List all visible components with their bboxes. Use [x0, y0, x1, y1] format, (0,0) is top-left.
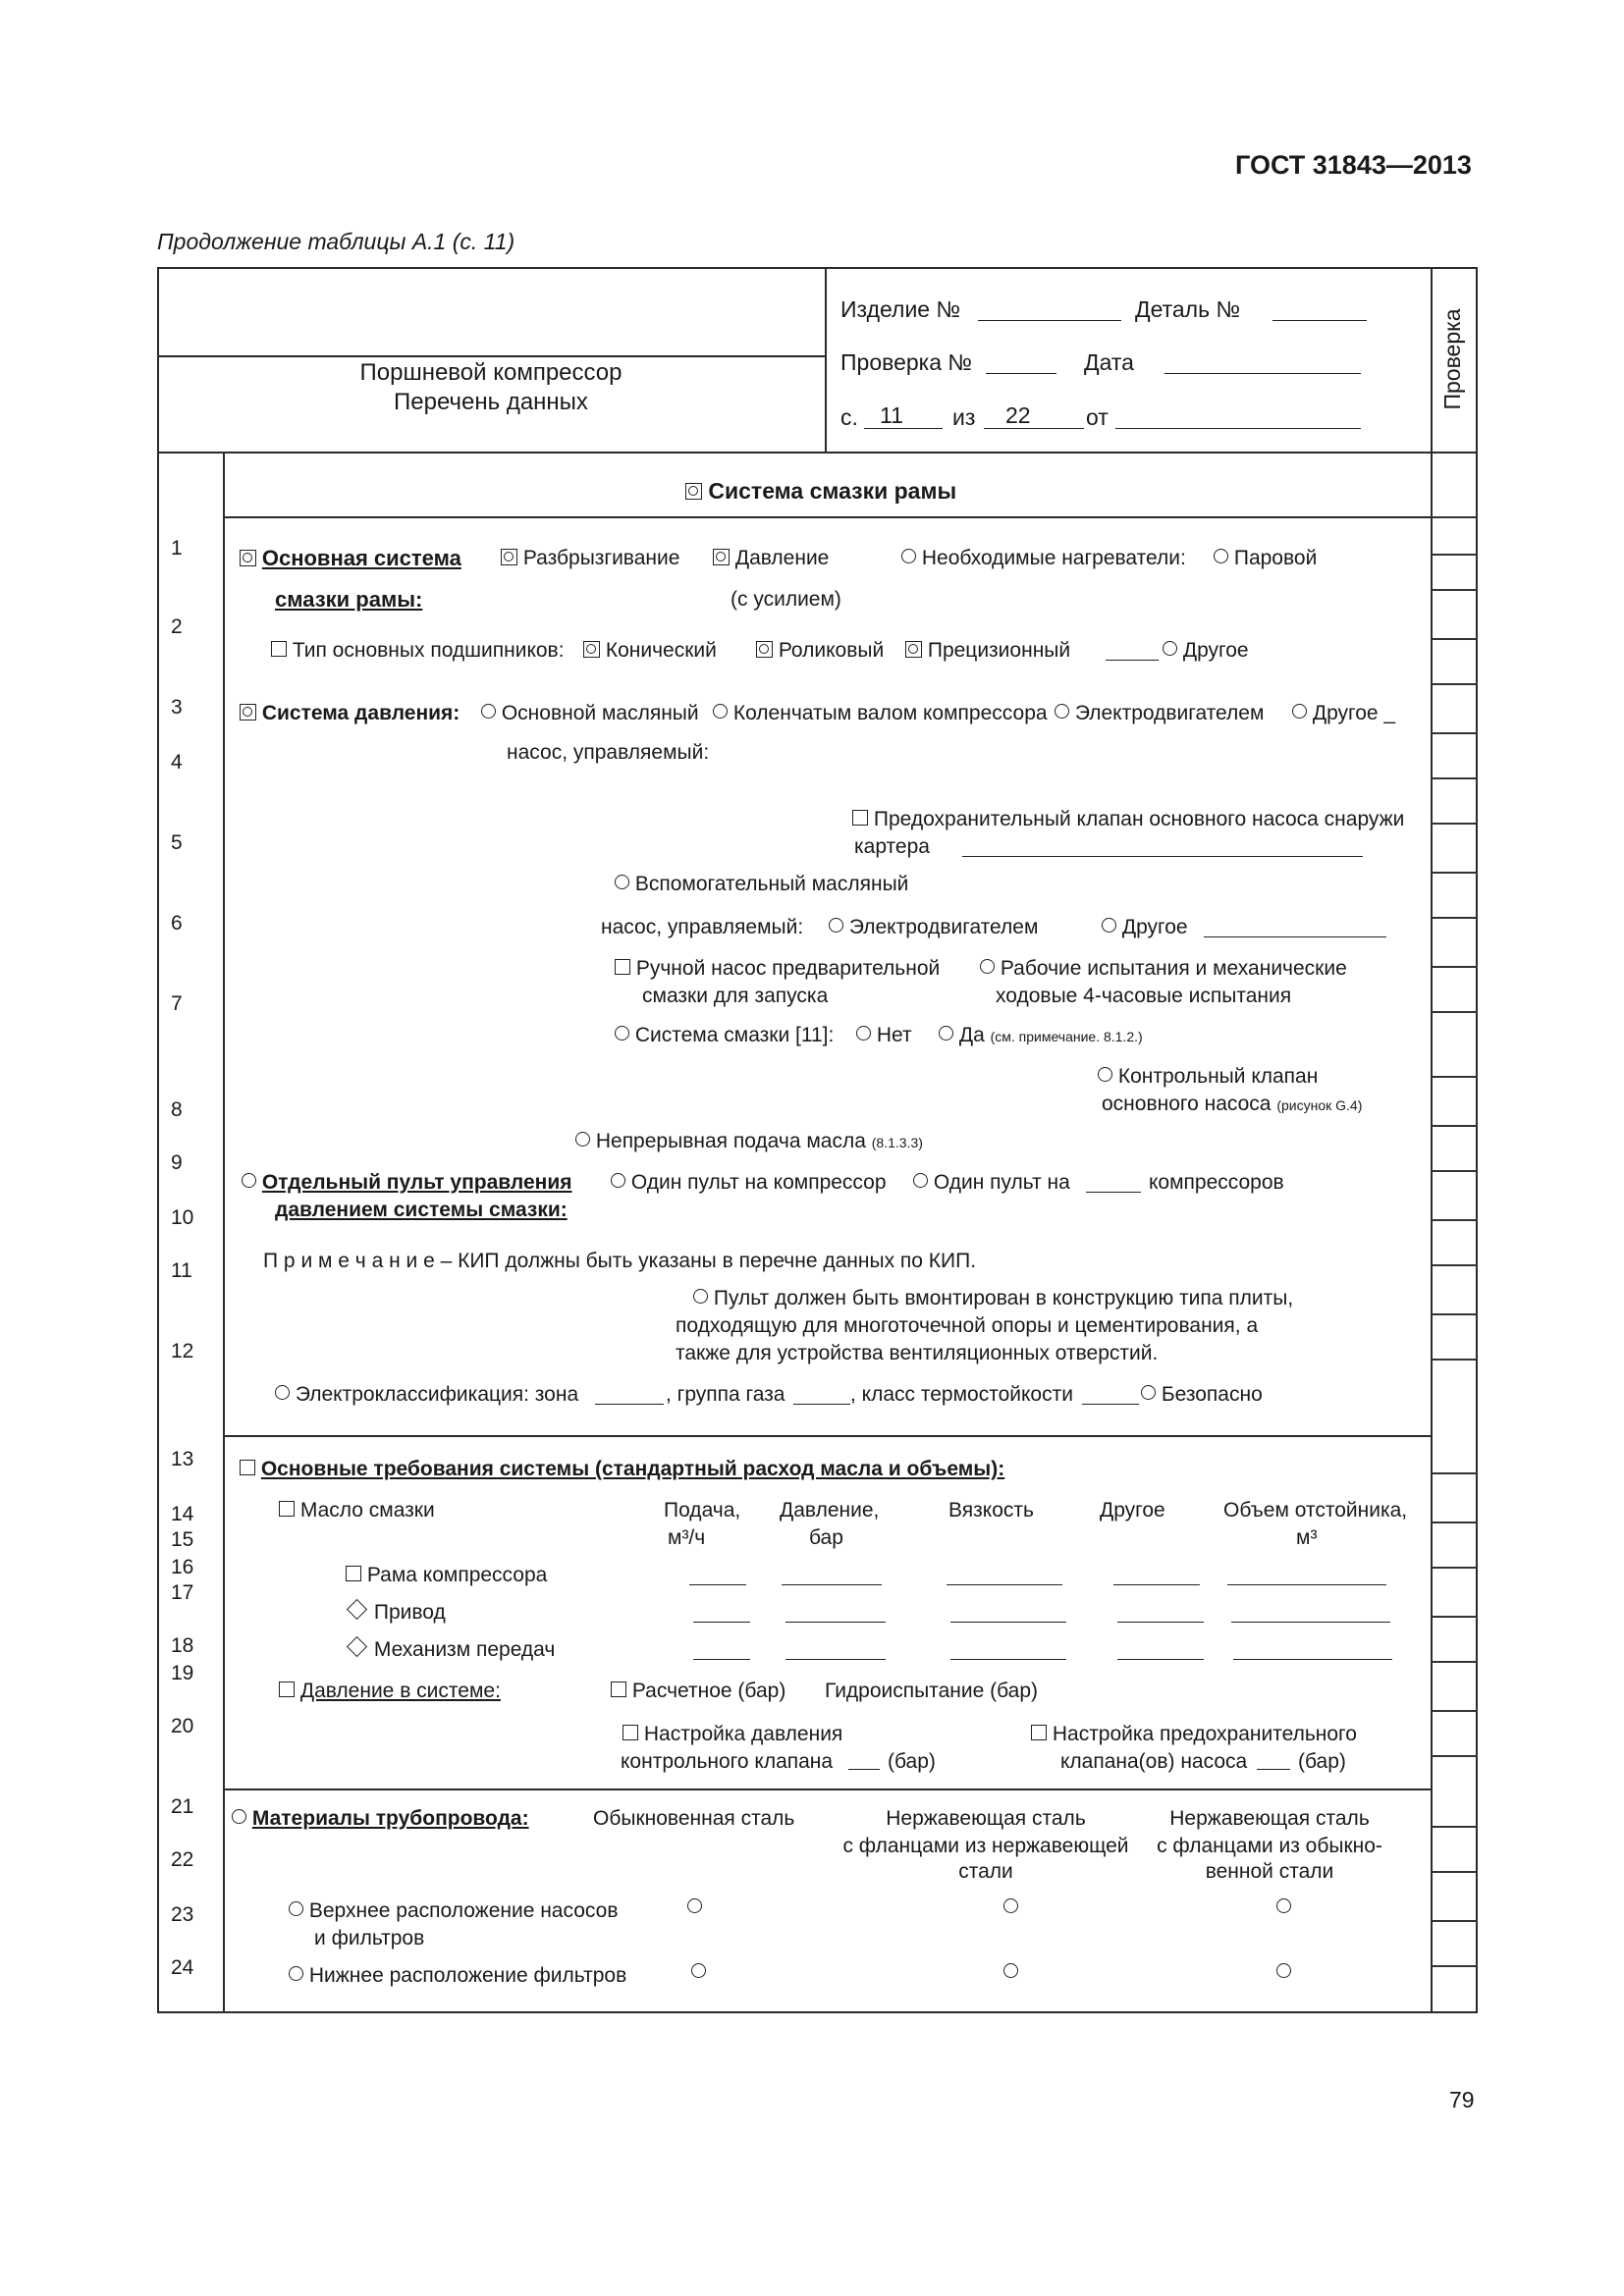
- aux-pump-option[interactable]: Вспомогательный масляный: [615, 872, 908, 896]
- continuous-feed-option[interactable]: Непрерывная подача масла (8.1.3.3): [575, 1129, 923, 1153]
- precision-option[interactable]: Прецизионный: [905, 638, 1070, 663]
- gear-viscosity-field[interactable]: [950, 1659, 1066, 1660]
- detail-number-label: Деталь №: [1135, 296, 1241, 322]
- ctrl-valve-label-2: контрольного клапана: [621, 1750, 834, 1773]
- radio-icon[interactable]: [939, 1026, 953, 1041]
- row-number: 20: [171, 1715, 194, 1737]
- upper-carbon-radio[interactable]: [687, 1898, 702, 1913]
- gear-volume-field[interactable]: [1233, 1659, 1392, 1660]
- col-volume: Объем отстойника,: [1223, 1499, 1408, 1522]
- main-oil-pump-label-2: насос, управляемый:: [507, 741, 710, 764]
- page-number: 79: [1449, 2087, 1475, 2112]
- drive-option[interactable]: Привод: [346, 1600, 446, 1625]
- bearing-other-option[interactable]: Другое: [1163, 638, 1249, 663]
- row-number: 17: [171, 1581, 194, 1604]
- row-number: 18: [171, 1634, 194, 1657]
- aux-pump-label-2: насос, управляемый:: [601, 916, 804, 938]
- sys-pressure-option[interactable]: Давление в системе:: [279, 1679, 501, 1703]
- relief-valve-label-2: картера: [854, 835, 930, 858]
- compressors-count-field[interactable]: [1086, 1192, 1141, 1193]
- pressure-note: (с усилием): [731, 588, 841, 611]
- col-ssc-1: Нержавеющая сталь: [1169, 1807, 1370, 1830]
- radio-icon[interactable]: [901, 549, 916, 563]
- upper-ss-radio[interactable]: [1003, 1898, 1018, 1913]
- ctrl-valve-option[interactable]: Настройка давления: [623, 1722, 842, 1746]
- relief-set-option[interactable]: Настройка предохранительного: [1031, 1722, 1357, 1746]
- row-number: 16: [171, 1556, 194, 1578]
- main-oil-pump-option[interactable]: Основной масляный: [481, 701, 699, 725]
- heaters-option[interactable]: Необходимые нагреватели:: [901, 546, 1186, 570]
- checkbox-icon[interactable]: [623, 1725, 638, 1740]
- lube-no-option[interactable]: Нет: [856, 1023, 912, 1047]
- separate-panel-label-2: давлением системы смазки:: [275, 1199, 568, 1221]
- date-field[interactable]: [1164, 373, 1361, 374]
- radio-icon[interactable]: [829, 918, 843, 933]
- checked-box-icon[interactable]: [713, 549, 730, 565]
- row-number: 14: [171, 1503, 194, 1525]
- row-number: 10: [171, 1206, 194, 1229]
- panel-built-in-line-3: также для устройства вентиляционных отверстий.: [676, 1342, 1159, 1364]
- radio-icon[interactable]: [913, 1173, 928, 1188]
- temp-class-label: , класс термостойкости: [850, 1383, 1073, 1406]
- section-system-requirements[interactable]: Основные требования системы (стандартный расход масла и объемы):: [240, 1457, 1004, 1481]
- section-lube-frame-title: Система смазки рамы: [685, 478, 956, 506]
- radio-icon[interactable]: [1214, 549, 1228, 563]
- hand-pump-label-2: смазки для запуска: [642, 985, 829, 1007]
- col-other: Другое: [1100, 1499, 1165, 1522]
- page-num-line: [864, 428, 943, 429]
- radio-icon[interactable]: [1102, 918, 1116, 933]
- upper-location-label-2: и фильтров: [314, 1927, 425, 1949]
- checkbox-icon[interactable]: [615, 959, 630, 975]
- col-ss-2: с фланцами из нержавеющей: [842, 1835, 1129, 1857]
- page-total: 22: [1005, 402, 1031, 428]
- checkbox-icon[interactable]: [346, 1566, 361, 1581]
- panel-built-in-option[interactable]: Пульт должен быть вмонтирован в конструкцию типа плиты,: [693, 1286, 1293, 1310]
- col-viscosity: Вязкость: [948, 1499, 1034, 1522]
- col-flow-unit: м³/ч: [668, 1526, 706, 1549]
- col-pressure: Давление,: [780, 1499, 880, 1522]
- conical-option[interactable]: Конический: [583, 638, 717, 663]
- diamond-icon[interactable]: [347, 1599, 367, 1620]
- row-number: 22: [171, 1848, 194, 1871]
- checked-box-icon[interactable]: [583, 641, 600, 658]
- aux-motor-option[interactable]: Электродвигателем: [829, 915, 1038, 939]
- row-number: 1: [171, 537, 183, 560]
- radio-icon[interactable]: [289, 1901, 303, 1916]
- date-label: Дата: [1084, 349, 1134, 375]
- section-piping-materials[interactable]: Материалы трубопровода:: [232, 1806, 529, 1831]
- drive-pressure-field[interactable]: [785, 1622, 886, 1623]
- check-valve-label-2: основного насоса (рисунок G.4): [1102, 1093, 1363, 1115]
- precision-field[interactable]: [1106, 660, 1159, 661]
- col-pressure-unit: бар: [809, 1526, 843, 1549]
- crankshaft-option[interactable]: Коленчатым валом компрессора: [713, 701, 1048, 725]
- roller-option[interactable]: Роликовый: [756, 638, 884, 663]
- aux-other-field[interactable]: [1204, 936, 1386, 937]
- gear-other-field[interactable]: [1117, 1659, 1204, 1660]
- gas-group-field[interactable]: [793, 1404, 850, 1405]
- radio-icon[interactable]: [1098, 1067, 1112, 1082]
- zone-field[interactable]: [595, 1404, 664, 1405]
- checked-box-icon[interactable]: [685, 483, 702, 500]
- col-flow: Подача,: [664, 1499, 741, 1522]
- radio-icon[interactable]: [693, 1289, 708, 1304]
- col-ssc-3: венной стали: [1205, 1860, 1334, 1883]
- item-number-label: Изделие №: [840, 296, 961, 322]
- one-panel-per-option[interactable]: Один пульт на: [913, 1170, 1070, 1195]
- radio-icon[interactable]: [1163, 641, 1177, 656]
- row-number: 24: [171, 1956, 194, 1979]
- tests-option[interactable]: Рабочие испытания и механические: [980, 956, 1347, 981]
- frame-flow-field[interactable]: [689, 1584, 746, 1585]
- radio-icon[interactable]: [481, 704, 496, 719]
- compressors-label: компрессоров: [1149, 1171, 1284, 1194]
- item-number-field[interactable]: [978, 320, 1121, 321]
- ctrl-valve-unit: (бар): [888, 1750, 936, 1773]
- elec-class-option[interactable]: Электроклассификация: зона: [275, 1382, 578, 1407]
- relief-valve-field[interactable]: [962, 856, 1363, 857]
- col-ssc-2: с фланцами из обыкно-: [1157, 1835, 1382, 1857]
- radio-icon[interactable]: [856, 1026, 871, 1041]
- row-number: 23: [171, 1903, 194, 1926]
- relief-set-label-2: клапана(ов) насоса: [1060, 1750, 1248, 1773]
- from-label: от: [1086, 404, 1109, 430]
- relief-set-field[interactable]: [1257, 1769, 1290, 1770]
- checked-box-icon[interactable]: [756, 641, 773, 658]
- row-number: 15: [171, 1528, 194, 1551]
- drive-other-field[interactable]: [1117, 1622, 1204, 1623]
- radio-icon[interactable]: [615, 875, 629, 889]
- gear-flow-field[interactable]: [693, 1659, 750, 1660]
- check-column-header: Проверка: [1439, 308, 1466, 410]
- aux-other-option[interactable]: Другое: [1102, 915, 1188, 939]
- checkbox-icon[interactable]: [279, 1682, 295, 1697]
- row-number: 12: [171, 1340, 194, 1362]
- safe-option[interactable]: Безопасно: [1141, 1382, 1263, 1407]
- checked-box-icon[interactable]: [240, 550, 256, 566]
- radio-icon[interactable]: [611, 1173, 625, 1188]
- upper-ssc-radio[interactable]: [1276, 1898, 1291, 1913]
- drive-flow-field[interactable]: [693, 1622, 750, 1623]
- one-panel-option[interactable]: Один пульт на компрессор: [611, 1170, 887, 1195]
- check-number-field[interactable]: [986, 373, 1056, 374]
- from-field[interactable]: [1115, 428, 1361, 429]
- lower-carbon-radio[interactable]: [691, 1963, 706, 1978]
- col-ss-3: стали: [958, 1860, 1013, 1883]
- motor-option[interactable]: Электродвигателем: [1055, 701, 1264, 725]
- check-valve-option[interactable]: Контрольный клапан: [1098, 1064, 1318, 1089]
- checked-box-icon[interactable]: [240, 704, 256, 721]
- lube-yes-option[interactable]: Да (см. примечание. 8.1.2.): [939, 1023, 1143, 1047]
- gas-group-label: , группа газа: [666, 1383, 785, 1406]
- row-number: 6: [171, 912, 183, 934]
- checkbox-icon[interactable]: [611, 1682, 626, 1697]
- row-number: 8: [171, 1098, 183, 1121]
- checkbox-icon[interactable]: [240, 1460, 255, 1475]
- row-number: 9: [171, 1151, 183, 1174]
- form-title-2: Перечень данных: [394, 389, 588, 415]
- checkbox-icon[interactable]: [279, 1501, 295, 1517]
- page-total-line: [984, 428, 1084, 429]
- ctrl-valve-field[interactable]: [848, 1769, 880, 1770]
- of-label: из: [952, 404, 976, 430]
- gear-pressure-field[interactable]: [785, 1659, 886, 1660]
- row-number: 11: [171, 1259, 192, 1282]
- separate-panel-option[interactable]: Отдельный пульт управления: [242, 1170, 572, 1195]
- diamond-icon[interactable]: [347, 1636, 367, 1657]
- pressure-system-option[interactable]: Система давления:: [240, 701, 460, 725]
- drive-viscosity-field[interactable]: [950, 1622, 1066, 1623]
- row-number: 4: [171, 751, 183, 774]
- row-number: 3: [171, 696, 183, 719]
- radio-icon[interactable]: [232, 1809, 246, 1824]
- lower-ss-radio[interactable]: [1003, 1963, 1018, 1978]
- table-caption: Продолжение таблицы А.1 (с. 11): [157, 229, 515, 254]
- radio-icon[interactable]: [275, 1385, 290, 1400]
- upper-location-option[interactable]: Верхнее расположение насосов: [289, 1898, 618, 1923]
- drive-volume-field[interactable]: [1231, 1622, 1390, 1623]
- page-prefix: с.: [840, 404, 858, 430]
- row-number: 5: [171, 831, 183, 854]
- panel-built-in-line-2: подходящую для многоточечной опоры и цементирования, а: [676, 1314, 1259, 1337]
- temp-class-field[interactable]: [1082, 1404, 1139, 1405]
- frame-pressure-field[interactable]: [782, 1584, 882, 1585]
- splash-option[interactable]: Разбрызгивание: [501, 546, 679, 570]
- check-number-label: Проверка №: [840, 349, 973, 375]
- row-number: 7: [171, 992, 183, 1015]
- frame-viscosity-field[interactable]: [947, 1584, 1062, 1585]
- checked-box-icon[interactable]: [905, 641, 922, 658]
- radio-icon[interactable]: [242, 1173, 256, 1188]
- steam-option[interactable]: Паровой: [1214, 546, 1317, 570]
- checked-box-icon[interactable]: [501, 549, 517, 565]
- pressure-option[interactable]: Давление: [713, 546, 829, 570]
- tests-label-2: ходовые 4-часовые испытания: [996, 985, 1292, 1007]
- lube-system-label: Система смазки [11]:: [615, 1023, 834, 1047]
- radio-icon[interactable]: [615, 1026, 629, 1041]
- hydrotest-label: Гидроиспытание (бар): [825, 1680, 1039, 1702]
- row-number: 2: [171, 615, 183, 638]
- relief-valve-option[interactable]: Предохранительный клапан основного насоса снаружи: [852, 807, 1404, 831]
- checkbox-icon[interactable]: [1031, 1725, 1047, 1740]
- row-number: 13: [171, 1448, 194, 1470]
- note-text: П р и м е ч а н и е – КИП должны быть указаны в перечне данных по КИП.: [263, 1250, 977, 1272]
- lower-location-option[interactable]: Нижнее расположение фильтров: [289, 1963, 626, 1988]
- frame-volume-field[interactable]: [1227, 1584, 1386, 1585]
- frame-other-field[interactable]: [1113, 1584, 1200, 1585]
- bearing-type-option[interactable]: Тип основных подшипников:: [271, 638, 565, 663]
- page-num: 11: [880, 402, 903, 428]
- lube-oil-option[interactable]: Масло смазки: [279, 1498, 435, 1522]
- detail-number-field[interactable]: [1272, 320, 1367, 321]
- radio-icon[interactable]: [1141, 1385, 1156, 1400]
- row-number: 19: [171, 1662, 194, 1684]
- radio-icon[interactable]: [1292, 704, 1307, 719]
- checkbox-icon[interactable]: [271, 641, 287, 657]
- col-ss-1: Нержавеющая сталь: [886, 1807, 1086, 1830]
- main-system-option[interactable]: Основная система: [240, 546, 461, 571]
- lower-ssc-radio[interactable]: [1276, 1963, 1291, 1978]
- form-title-1: Поршневой компрессор: [359, 359, 623, 386]
- hand-pump-option[interactable]: Ручной насос предварительной: [615, 956, 940, 981]
- col-volume-unit: м³: [1296, 1526, 1318, 1549]
- design-pressure-option[interactable]: Расчетное (бар): [611, 1679, 785, 1703]
- radio-icon[interactable]: [980, 959, 995, 974]
- checkbox-icon[interactable]: [852, 810, 868, 826]
- main-system-label-2: смазки рамы:: [275, 587, 423, 612]
- pressure-other-option[interactable]: Другое _: [1292, 701, 1395, 725]
- row-number: 21: [171, 1795, 194, 1818]
- frame-option[interactable]: Рама компрессора: [346, 1563, 547, 1587]
- relief-set-unit: (бар): [1298, 1750, 1346, 1773]
- radio-icon[interactable]: [713, 704, 728, 719]
- radio-icon[interactable]: [1055, 704, 1069, 719]
- radio-icon[interactable]: [289, 1966, 303, 1981]
- standard-number: ГОСТ 31843—2013: [1235, 150, 1472, 180]
- gear-option[interactable]: Механизм передач: [346, 1637, 555, 1662]
- col-carbon-steel: Обыкновенная сталь: [593, 1807, 795, 1830]
- radio-icon[interactable]: [575, 1132, 590, 1147]
